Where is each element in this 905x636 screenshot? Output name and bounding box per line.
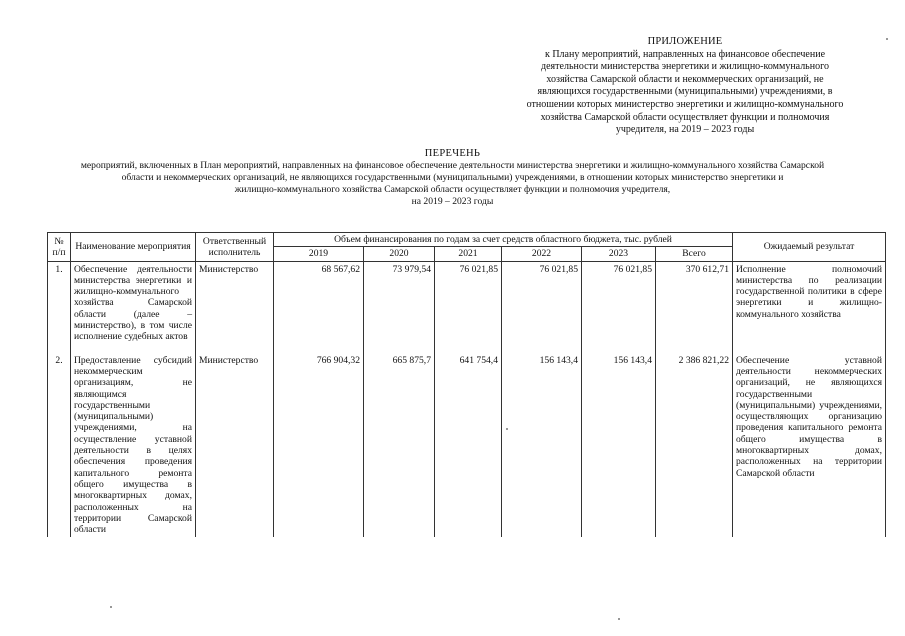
heading-line: области и некоммерческих организаций, не являющихся государственными (муниципальными) учреждениями, в отношении которых министерство энергетики и (121, 172, 784, 183)
appendix-block (500, 36, 870, 137)
list-title: ПЕРЕЧЕНЬ (424, 148, 481, 159)
spacer-row (48, 345, 886, 353)
appendix-line: к Плану мероприятий, направленных на финансовое обеспечение (544, 48, 826, 60)
row-value-2021: 641 754,4 (435, 353, 502, 538)
scan-speck (886, 38, 888, 40)
row-num: 2. (48, 353, 71, 538)
heading-line: на 2019 – 2023 годы (411, 196, 494, 207)
row-value-2023: 156 143,4 (582, 353, 656, 538)
header-year: 2019 (274, 247, 364, 261)
row-value-total: 2 386 821,22 (656, 353, 733, 538)
header-year: 2020 (364, 247, 435, 261)
row-value-2023: 76 021,85 (582, 261, 656, 345)
row-name: Обеспечение деятельности министерства энергетики и жилищно-коммунального хозяйства Самарской области (далее – министерство), в том числе исполнение судебных актов (71, 261, 196, 345)
scan-speck (110, 606, 112, 608)
list-heading (40, 148, 865, 208)
row-num: 1. (48, 261, 71, 345)
header-total: Всего (656, 247, 733, 261)
header-num: № п/п (48, 233, 71, 262)
appendix-line: являющихся государственными (муниципальными) учреждениями, в (537, 86, 833, 98)
row-result: Обеспечение уставной деятельности некоммерческих организаций, не являющихся государственными (муниципальными) учреждениями, осуществляющих организацию проведения капитального ремонта общего имущества в многоквартирных домах, расположенных на территории Самарской области (733, 353, 886, 538)
appendix-line: хозяйства Самарской области и некоммерческих организаций, не (546, 73, 824, 85)
scan-speck (618, 618, 620, 620)
header-funding: Объем финансирования по годам за счет средств областного бюджета, тыс. рублей (274, 233, 733, 247)
header-name: Наименование мероприятия (71, 233, 196, 262)
appendix-line: учредителя, на 2019 – 2023 годы (615, 124, 755, 136)
heading-line: жилищно-коммунального хозяйства Самарской области осуществляет функции и полномочия учредителя, (234, 184, 671, 195)
row-value-2021: 76 021,85 (435, 261, 502, 345)
row-value-2022: 76 021,85 (502, 261, 582, 345)
row-name: Предоставление субсидий некоммерческим организациям, не являющимся государственными (муниципальными) учреждениями, на осуществление уставной деятельности в целях обеспечения проведения капитального ремонта общего имущества в многоквартирных домах, расположенных на территории Самарской области (71, 353, 196, 538)
header-result: Ожидаемый результат (733, 233, 886, 262)
appendix-line: отношении которых министерство энергетики и жилищно-коммунального (526, 98, 844, 110)
table-row (48, 353, 886, 538)
row-value-2022: 156 143,4 (502, 353, 582, 538)
row-executor: Министерство (196, 261, 274, 345)
measures-table (47, 232, 886, 537)
row-value-2020: 665 875,7 (364, 353, 435, 538)
heading-line: мероприятий, включенных в План мероприятий, направленных на финансовое обеспечение деятельности министерства энергетики и жилищно-коммунального хозяйства Самарской (80, 160, 825, 171)
row-executor: Министерство (196, 353, 274, 538)
row-value-2020: 73 979,54 (364, 261, 435, 345)
appendix-line: хозяйства Самарской области осуществляет функции и полномочия (540, 111, 830, 123)
table-row (48, 261, 886, 345)
row-result: Исполнение полномочий министерства по реализации государственной политики в сфере энергетики и жилищно-коммунального хозяйства (733, 261, 886, 345)
row-value-2019: 68 567,62 (274, 261, 364, 345)
header-year: 2021 (435, 247, 502, 261)
header-year: 2022 (502, 247, 582, 261)
row-value-2019: 766 904,32 (274, 353, 364, 538)
header-executor: Ответственный исполнитель (196, 233, 274, 262)
header-year: 2023 (582, 247, 656, 261)
row-value-total: 370 612,71 (656, 261, 733, 345)
appendix-line: деятельности министерства энергетики и жилищно-коммунального (541, 61, 829, 73)
scan-speck (506, 428, 508, 430)
appendix-title: ПРИЛОЖЕНИЕ (647, 36, 723, 47)
